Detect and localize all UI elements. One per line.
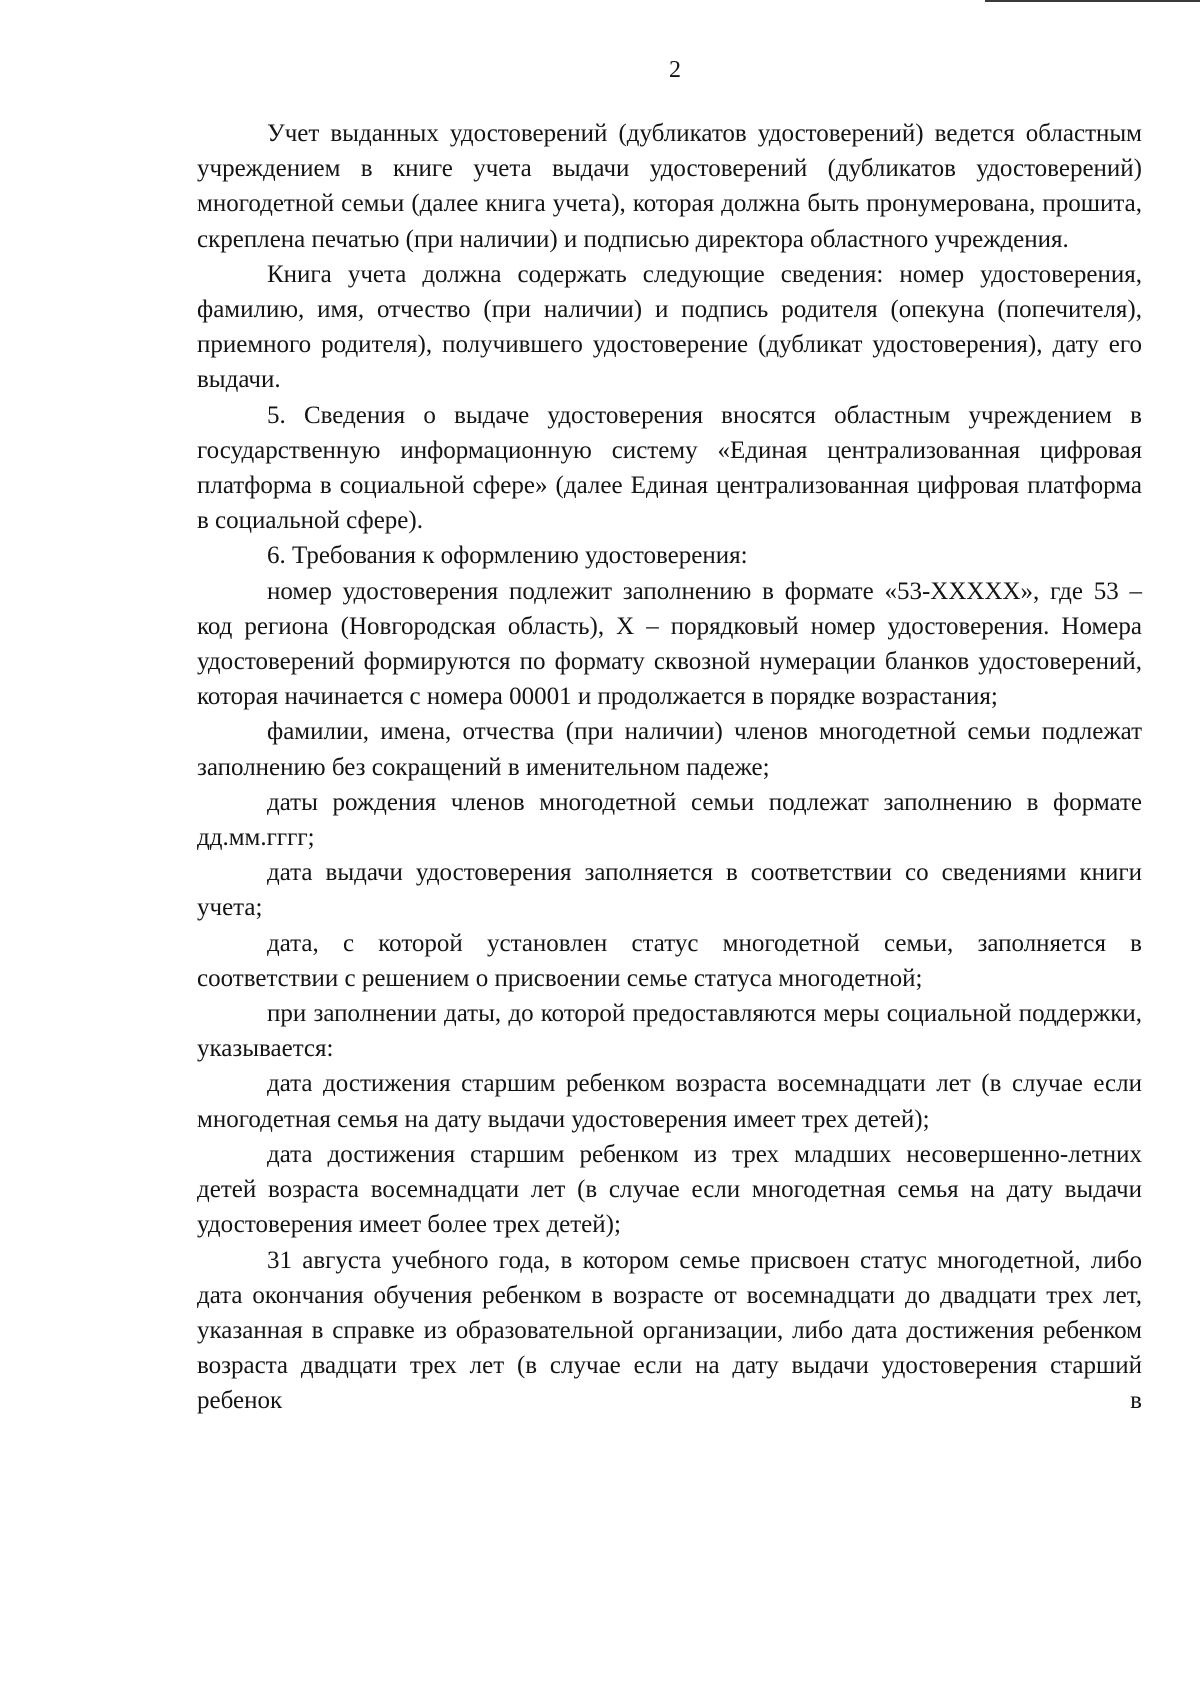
paragraph-registry-accounting: Учет выданных удостоверений (дубликатов удостоверений) ведется областным учреждением в книге учета выдачи удостоверений (дубликатов удостоверений) многодетной семьи (далее книга учета), которая должна быть пронумерована, прошита, скреплена печатью (при наличии) и подписью директора областного учреждения. (197, 120, 1142, 253)
top-edge-line (985, 0, 1200, 2)
paragraph-certificate-number-format: номер удостоверения подлежит заполнению в формате «53-XXXXX», где 53 – код региона (Новгородская область), Х – порядковый номер удостоверения. Номера удостоверений формируются по формату сквозной нумерации бланков удостоверений, которая начинается с номера 00001 и продолжается в порядке возрастания; (197, 577, 1142, 711)
page-number: 2 (669, 57, 681, 83)
paragraph-birth-dates: даты рождения членов многодетной семьи подлежат заполнению в формате дд.мм.гггг; (197, 788, 1142, 852)
paragraph-support-end-date: при заполнении даты, до которой предоставляются меры социальной поддержки, указывается: (197, 1000, 1142, 1063)
document-body (197, 116, 1142, 1419)
paragraph-more-than-three-children-case: дата достижения старшим ребенком из трех младших несовершенно-летних детей возраста восемнадцати лет (в случае если многодетная семья на дату выдачи удостоверения имеет более трех детей); (197, 1140, 1142, 1239)
paragraph-student-case: 31 августа учебного года, в котором семье присвоен статус многодетной, либо дата окончания обучения ребенком в возрасте от восемнадцати до двадцати трех лет, указанная в справке из образовательной организации, либо дата достижения ребенком возраста двадцати трех лет (в случае если на дату выдачи удостоверения старший ребенок в (197, 1246, 1142, 1415)
paragraph-registry-book-contents: Книга учета должна содержать следующие сведения: номер удостоверения, фамилию, имя, отчество (при наличии) и подпись родителя (опекуна (попечителя), приемного родителя), получившего удостоверение (дубликат удостоверения), дату его выдачи. (197, 260, 1142, 394)
paragraph-three-children-case: дата достижения старшим ребенком возраста восемнадцати лет (в случае если многодетная семья на дату выдачи удостоверения имеет трех детей); (197, 1070, 1142, 1133)
paragraph-status-date: дата, с которой установлен статус многодетной семьи, заполняется в соответствии с решением о присвоении семье статуса многодетной; (197, 929, 1142, 992)
paragraph-family-member-names: фамилии, имена, отчества (при наличии) членов многодетной семьи подлежат заполнению без сокращений в именительном падеже; (197, 718, 1142, 781)
paragraph-issue-date: дата выдачи удостоверения заполняется в соответствии со сведениями книги учета; (197, 859, 1142, 922)
paragraph-item-6-heading: 6. Требования к оформлению удостоверения: (267, 542, 748, 570)
paragraph-item-5: 5. Сведения о выдаче удостоверения вносятся областным учреждением в государственную информационную систему «Единая централизованная цифровая платформа в социальной сфере» (далее Единая централизованная цифровая платформа в социальной сфере). (197, 401, 1142, 535)
